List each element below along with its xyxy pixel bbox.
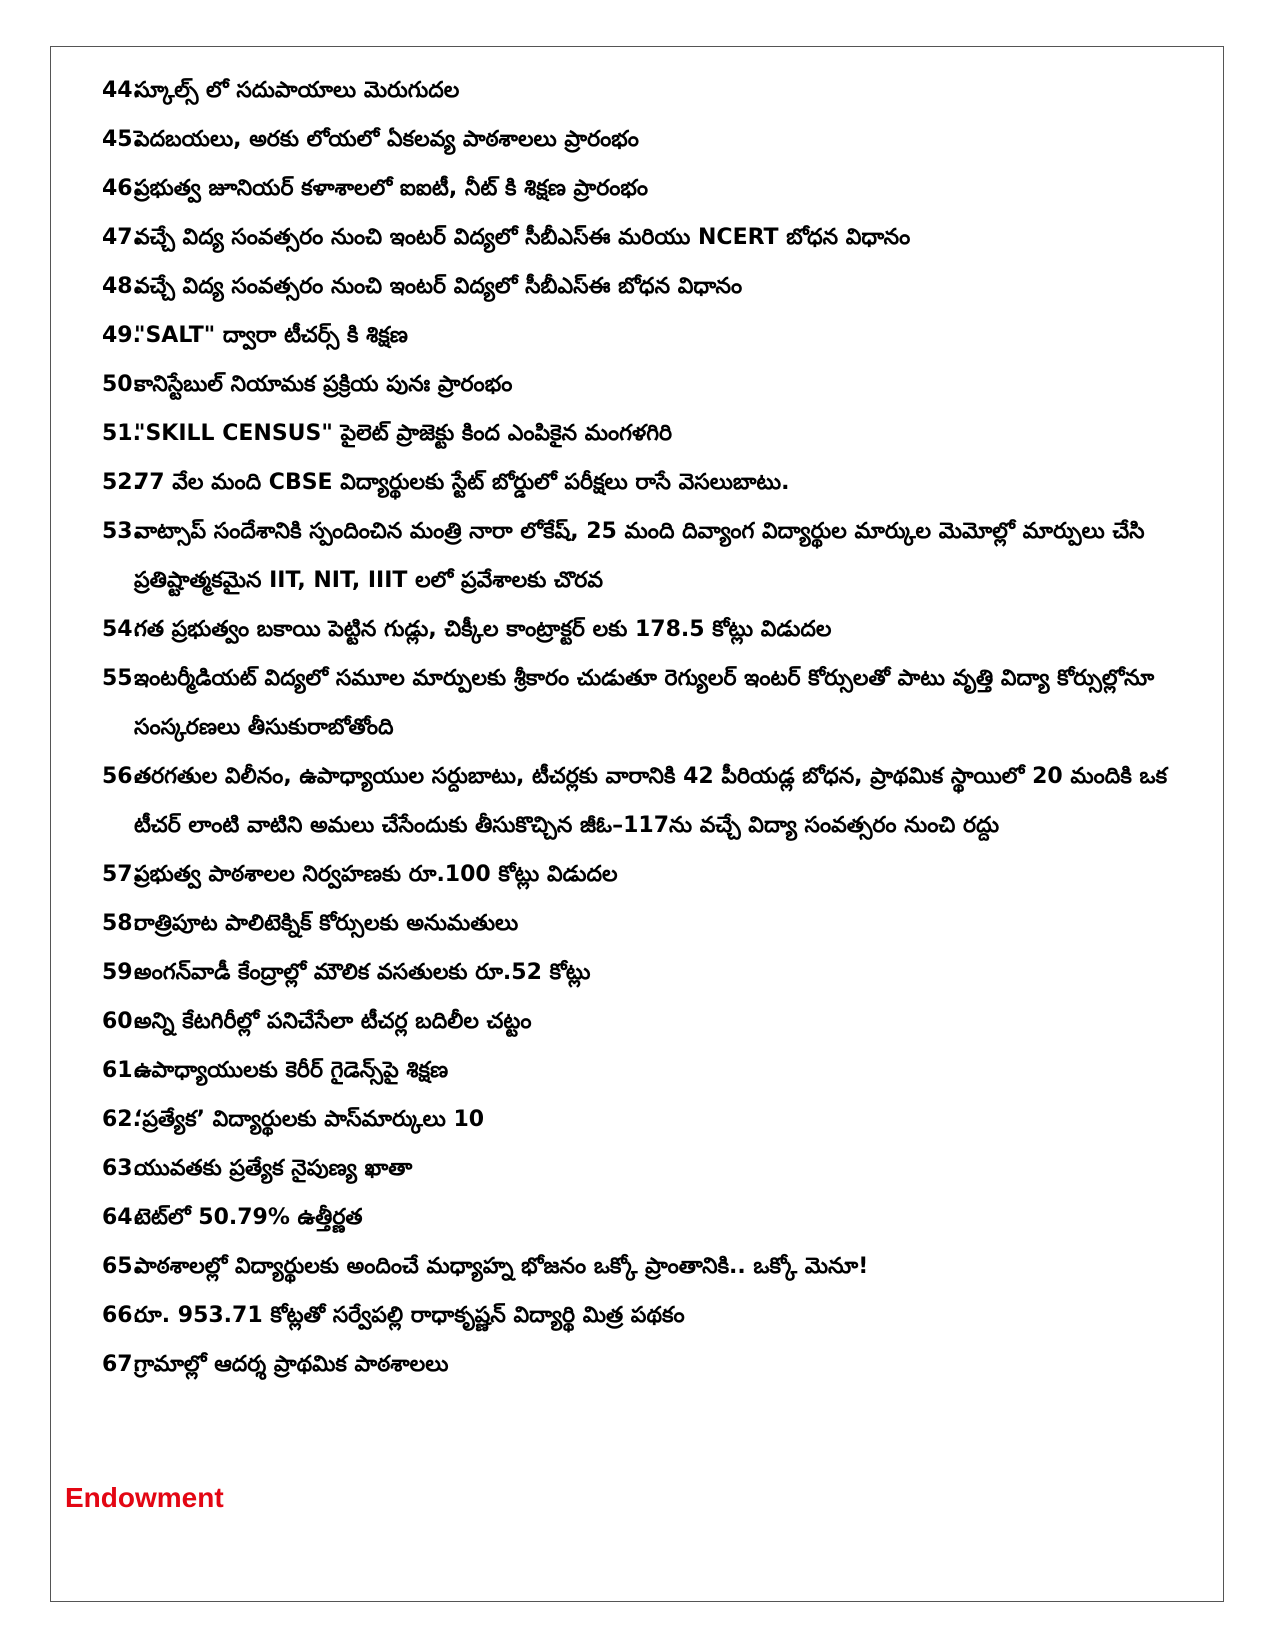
list-item	[102, 66, 1202, 115]
item-number: 61.	[102, 1058, 141, 1083]
list-item	[102, 409, 1202, 458]
item-text: ప్రభుత్వ పాఠశాలల నిర్వహణకు రూ.100 కోట్లు విడుదల	[134, 862, 618, 887]
item-text: గత ప్రభుత్వం బకాయి పెట్టిన గుడ్లు, చిక్కీల కాంట్రాక్టర్ లకు 178.5 కోట్లు విడుదల	[134, 617, 832, 642]
item-text: యువతకు ప్రత్యేక నైపుణ్య ఖాతా	[134, 1156, 413, 1181]
list-item	[102, 1193, 1202, 1242]
list-item	[102, 654, 1202, 752]
list-item	[102, 752, 1202, 850]
item-number: 46.	[102, 176, 141, 201]
list-item	[102, 262, 1202, 311]
item-text: ఇంటర్మీడియట్ విద్యలో సమూల మార్పులకు శ్రీకారం చుడుతూ రెగ్యులర్ ఇంటర్ కోర్సులతో పాటు వృత్తి విద్యా కోర్సుల్లోనూ సంస్కరణలు తీసుకురాబోతోంది	[134, 666, 1155, 740]
section-heading-endowment: Endowment	[65, 1482, 224, 1513]
item-number: 62.	[102, 1107, 141, 1132]
item-text: వచ్చే విద్య సంవత్సరం నుంచి ఇంటర్ విద్యలో సీబీఎస్ఈ బోధన విధానం	[134, 274, 743, 299]
list-item	[102, 1242, 1202, 1291]
item-text: వచ్చే విద్య సంవత్సరం నుంచి ఇంటర్ విద్యలో సీబీఎస్ఈ మరియు NCERT బోధన విధానం	[134, 225, 911, 250]
item-number: 59.	[102, 960, 141, 985]
item-number: 45.	[102, 127, 141, 152]
item-number: 66.	[102, 1303, 141, 1328]
item-text: "SALT" ద్వారా టీచర్స్ కి శిక్షణ	[134, 323, 408, 348]
item-text: కానిస్టేబుల్ నియామక ప్రక్రియ పునః ప్రారంభం	[134, 372, 513, 397]
list-item	[102, 1144, 1202, 1193]
list-item	[102, 850, 1202, 899]
item-number: 53.	[102, 519, 141, 544]
list-item	[102, 213, 1202, 262]
item-text: పాఠశాలల్లో విద్యార్థులకు అందించే మధ్యాహ్న భోజనం ఒక్కో ప్రాంతానికి.. ఒక్కో మెనూ!	[134, 1254, 869, 1279]
item-text: అన్ని కేటగిరీల్లో పనిచేసేలా టీచర్ల బదిలీల చట్టం	[134, 1009, 532, 1034]
item-text: స్కూల్స్ లో సదుపాయాలు మెరుగుదల	[134, 78, 460, 103]
item-text: పెదబయలు, అరకు లోయలో ఏకలవ్య పాఠశాలలు ప్రారంభం	[134, 127, 639, 152]
list-item	[102, 458, 1202, 507]
item-number: 50.	[102, 372, 141, 397]
item-text: గ్రామాల్లో ఆదర్శ ప్రాథమిక పాఠశాలలు	[134, 1352, 449, 1377]
list-item	[102, 899, 1202, 948]
item-text: ‘ప్రత్యేక’ విద్యార్థులకు పాస్‌మార్కులు 10	[134, 1107, 485, 1132]
item-number: 63.	[102, 1156, 141, 1181]
item-number: 49.	[102, 323, 141, 348]
item-text: వాట్సాప్ సందేశానికి స్పందించిన మంత్రి నారా లోకేష్, 25 మంది దివ్యాంగ విద్యార్థుల మార్కుల మెమోల్లో మార్పులు చేసి ప్రతిష్టాత్మకమైన IIT, NIT, IIIT లలో ప్రవేశాలకు చొరవ	[134, 519, 1145, 593]
item-number: 54.	[102, 617, 141, 642]
list-item	[102, 1095, 1202, 1144]
list-item	[102, 605, 1202, 654]
list-item	[102, 115, 1202, 164]
item-number: 57.	[102, 862, 141, 887]
item-text: ప్రభుత్వ జూనియర్ కళాశాలలో ఐఐటీ, నీట్ కి శిక్షణ ప్రారంభం	[134, 176, 649, 201]
item-number: 67.	[102, 1352, 141, 1377]
item-text: తరగతుల విలీనం, ఉపాధ్యాయుల సర్దుబాటు, టీచర్లకు వారానికి 42 పీరియడ్ల బోధన, ప్రాథమిక స్థాయిలో 20 మందికి ఒక టీచర్ లాంటి వాటిని అమలు చేసేందుకు తీసుకొచ్చిన జీఓ–117ను వచ్చే విద్యా సంవత్సరం నుంచి రద్దు	[134, 764, 1168, 838]
list-item	[102, 1291, 1202, 1340]
item-number: 51.	[102, 421, 141, 446]
item-number: 47.	[102, 225, 141, 250]
item-number: 65.	[102, 1254, 141, 1279]
item-number: 60.	[102, 1009, 141, 1034]
item-number: 64.	[102, 1205, 141, 1230]
item-number: 55.	[102, 666, 141, 691]
item-text: టెట్‌లో 50.79% ఉత్తీర్ణత	[134, 1205, 363, 1230]
list-item	[102, 997, 1202, 1046]
item-text: 77 వేల మంది CBSE విద్యార్థులకు స్టేట్ బోర్డులో పరీక్షలు రాసే వెసలుబాటు.	[134, 470, 790, 495]
achievement-list	[102, 66, 1202, 1389]
item-number: 48.	[102, 274, 141, 299]
list-item	[102, 311, 1202, 360]
item-text: రాత్రిపూట పాలిటెక్నిక్ కోర్సులకు అనుమతులు	[134, 911, 519, 936]
item-number: 52.	[102, 470, 141, 495]
list-item	[102, 1046, 1202, 1095]
item-text: రూ. 953.71 కోట్లతో సర్వేపల్లి రాధాకృష్ణన్ విద్యార్థి మిత్ర పథకం	[134, 1303, 685, 1328]
list-item	[102, 1340, 1202, 1389]
list-item	[102, 948, 1202, 997]
item-number: 56.	[102, 764, 141, 789]
list-item	[102, 164, 1202, 213]
item-number: 58.	[102, 911, 141, 936]
item-text: "SKILL CENSUS" పైలెట్ ప్రాజెక్టు కింద ఎంపికైన మంగళగిరి	[134, 421, 673, 446]
item-text: అంగన్‌వాడీ కేంద్రాల్లో మౌలిక వసతులకు రూ.52 కోట్లు	[134, 960, 591, 985]
item-text: ఉపాధ్యాయులకు కెరీర్ గైడెన్స్‌పై శిక్షణ	[134, 1058, 449, 1083]
list-item	[102, 507, 1202, 605]
list-item	[102, 360, 1202, 409]
item-number: 44.	[102, 78, 141, 103]
